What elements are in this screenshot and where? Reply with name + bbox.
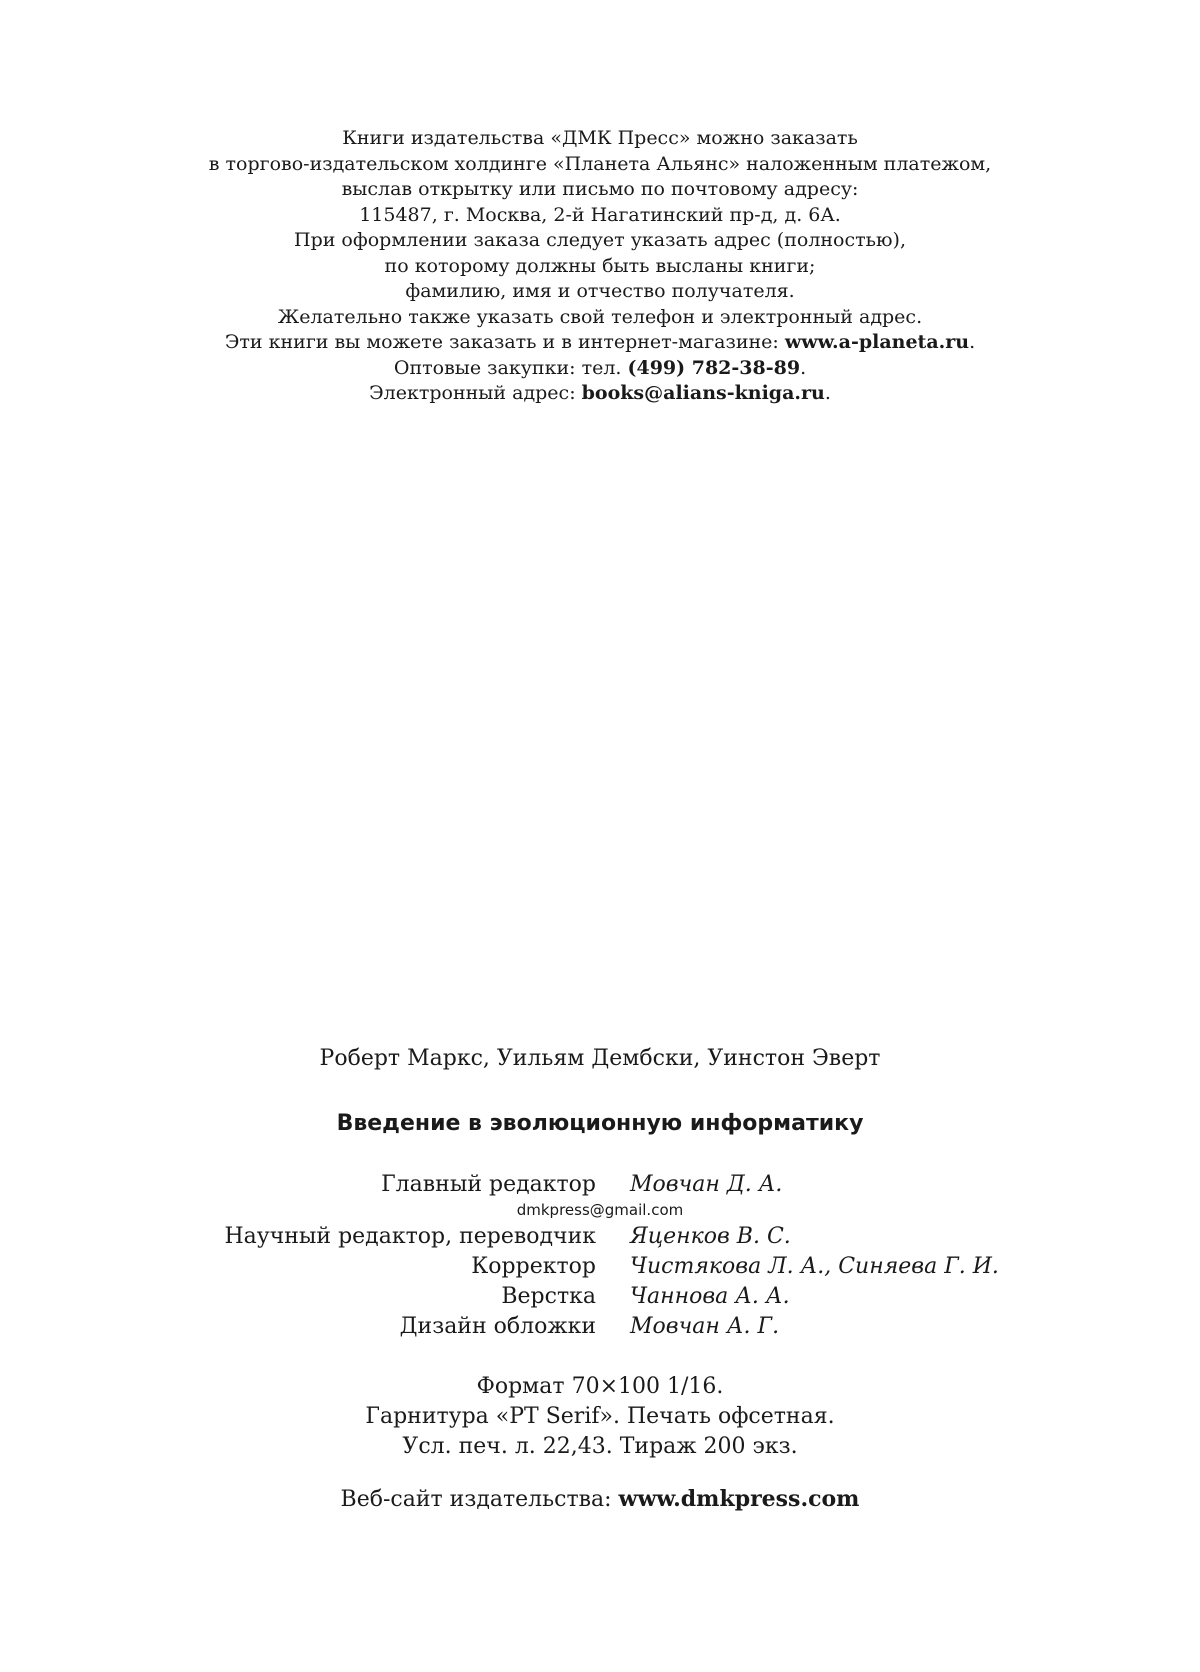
credit-role: Верстка [501, 1284, 596, 1309]
wholesale-line [0, 356, 1200, 382]
wholesale-text: Оптовые закупки: тел. [393, 356, 628, 379]
ordering-line: выслав открытку или письмо по почтовому адресу: [341, 178, 859, 200]
wholesale-phone: (499) 782-38-89 [627, 356, 801, 379]
online-shop-text: Эти книги вы можете заказать и в интернет-магазине: [224, 331, 785, 353]
ordering-info [0, 126, 1200, 407]
orders-email-link[interactable]: books@alians-kniga.ru [581, 382, 825, 404]
postal-address: 115487, г. Москва, 2-й Нагатинский пр-д, д. 6А. [359, 203, 841, 226]
credit-role: Дизайн обложки [399, 1314, 596, 1339]
online-shop-link[interactable]: www.a-planeta.ru [784, 331, 970, 353]
book-authors: Роберт Маркс, Уильям Дембски, Уинстон Эверт [319, 1046, 881, 1071]
credit-role: Главный редактор [381, 1172, 596, 1197]
credit-role: Научный редактор, переводчик [224, 1224, 596, 1249]
credits-block [0, 1170, 1200, 1342]
credit-row-layout [0, 1282, 1200, 1312]
credit-name: Яценков В. С. [630, 1224, 791, 1249]
punctuation: . [969, 331, 976, 353]
print-typeface: Гарнитура «PT Serif». Печать офсетная. [365, 1404, 835, 1429]
print-volume: Усл. печ. л. 22,43. Тираж 200 экз. [402, 1434, 798, 1459]
print-info [0, 1372, 1200, 1462]
punctuation: . [800, 356, 807, 379]
credit-name: Чаннова А. А. [630, 1284, 790, 1309]
email-text: Электронный адрес: [369, 382, 582, 404]
punctuation: . [824, 382, 831, 404]
credit-name: Мовчан А. Г. [630, 1314, 780, 1339]
credit-role: Корректор [471, 1254, 596, 1279]
book-title: Введение в эволюционную информатику [336, 1111, 864, 1136]
online-shop-line [0, 330, 1200, 356]
credit-row-science-editor [0, 1222, 1200, 1252]
print-format: Формат 70×100 1/16. [476, 1374, 724, 1399]
credit-name: Мовчан Д. А. [630, 1172, 783, 1197]
website-link[interactable]: www.dmkpress.com [618, 1486, 860, 1512]
ordering-line: Желательно также указать свой телефон и электронный адрес. [277, 305, 923, 328]
ordering-line: по которому должны быть высланы книги; [384, 254, 816, 277]
ordering-line: При оформлении заказа следует указать адрес (полностью), [294, 229, 906, 251]
website-label: Веб-сайт издательства: [340, 1487, 619, 1512]
ordering-line: в торгово-издательском холдинге «Планета Альянс» наложенным платежом, [208, 152, 992, 175]
email-line [0, 381, 1200, 407]
credit-row-chief-editor [0, 1170, 1200, 1200]
ordering-line: Книги издательства «ДМК Пресс» можно заказать [342, 127, 858, 149]
credit-row-cover-design [0, 1312, 1200, 1342]
credit-row-email [0, 1200, 1200, 1222]
credit-row-proofreader [0, 1252, 1200, 1282]
editor-email-link[interactable]: dmkpress@gmail.com [516, 1201, 684, 1219]
publisher-website [0, 1484, 1200, 1515]
credit-name: Чистякова Л. А., Синяева Г. И. [630, 1254, 999, 1279]
ordering-line: фамилию, имя и отчество получателя. [405, 280, 795, 302]
